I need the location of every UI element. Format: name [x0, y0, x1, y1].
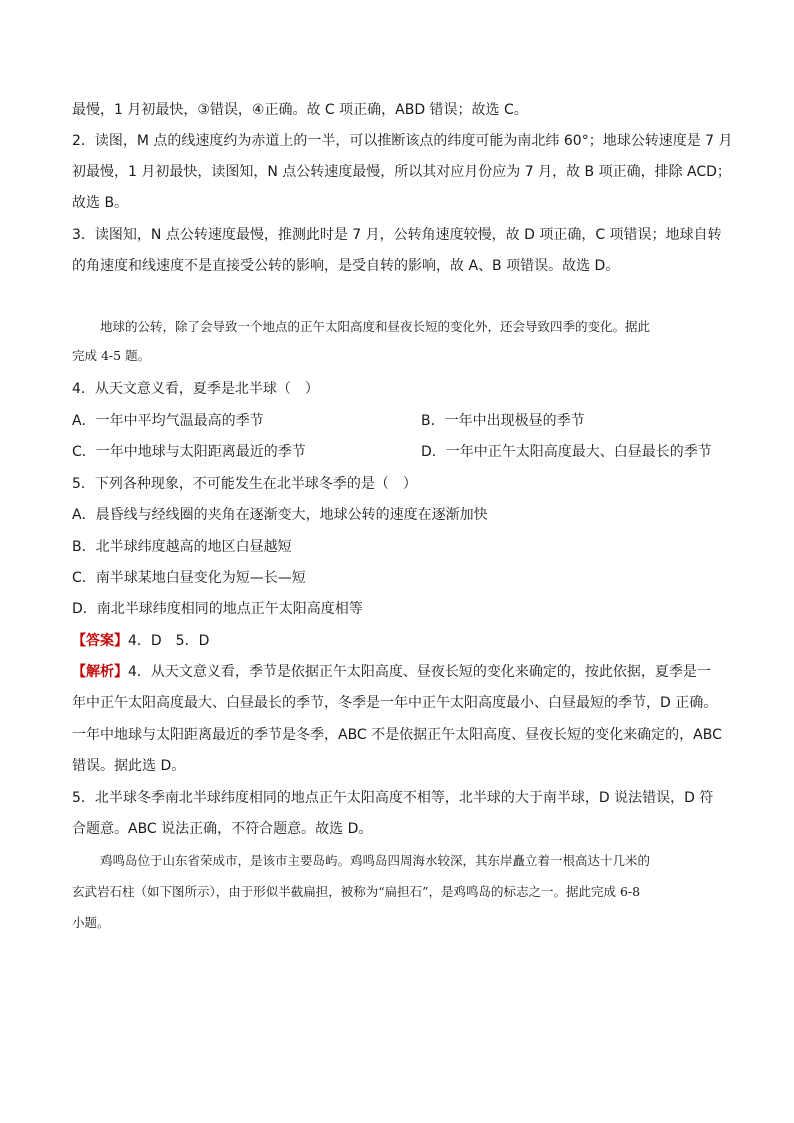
text-line: 最慢，1 月初最快，③错误，④正确。故 C 项正确，ABD 错误；故选 C。: [72, 102, 528, 118]
option-a: A．一年中平均气温最高的季节: [72, 413, 264, 429]
text-line: 故选 B。: [72, 195, 129, 211]
question-5-stem: 5．下列各种现象，不可能发生在北半球冬季的是（ ）: [72, 476, 417, 492]
explanation-line: 一年中地球与太阳距离最近的季节是冬季，ABC 不是依据正午太阳高度、昼夜长短的变化来确定的，ABC: [72, 727, 722, 743]
material-paragraph: 小题。: [72, 915, 110, 930]
option-b: B．北半球纬度越高的地区白昼越短: [72, 539, 292, 555]
explanation-line: 错误。据此选 D。: [72, 758, 186, 774]
text-line: 初最慢，1 月初最快，读图知，N 点公转速度最慢，所以其对应月份应为 7 月，故 B 项正确，排除 ACD；: [72, 164, 731, 180]
explanation-line: [72, 662, 711, 682]
material-paragraph: 地球的公转，除了会导致一个地点的正午太阳高度和昼夜长短的变化外，还会导致四季的变化。据此: [100, 319, 651, 334]
option-a: A．晨昏线与经线圈的夹角在逐渐变大，地球公转的速度在逐渐加快: [72, 507, 488, 523]
answer-tag: 【答案】: [72, 633, 128, 649]
text-line: 3．读图知，N 点公转速度最慢，推测此时是 7 月，公转角速度较慢，故 D 项正确，C 项错误；地球自转: [72, 227, 722, 243]
option-c: C．一年中地球与太阳距离最近的季节: [72, 444, 306, 460]
explanation-line: 合题意。ABC 说法正确，不符合题意。故选 D。: [72, 821, 373, 837]
question-4-options-row: [72, 411, 585, 431]
explanation-tag: 【解析】: [72, 664, 128, 680]
material-paragraph: 完成 4-5 题。: [72, 348, 151, 363]
option-d: D．南北半球纬度相同的地点正午太阳高度相等: [72, 601, 363, 617]
answer-text: 4．D 5．D: [128, 633, 210, 649]
material-paragraph: 玄武岩石柱（如下图所示），由于形似半截扁担，被称为“扁担石”，是鸡鸣岛的标志之一。据此完成 6-8: [72, 884, 641, 899]
answer-line: [72, 631, 209, 651]
text-line: 2．读图，M 点的线速度约为赤道上的一半，可以推断该点的纬度可能为南北纬 60°；地球公转速度是 7 月: [72, 133, 733, 149]
explanation-line: 5．北半球冬季南北半球纬度相同的地点正午太阳高度不相等，北半球的大于南半球，D 说法错误，D 符: [72, 790, 714, 806]
question-4-stem: 4．从天文意义看，夏季是北半球（ ）: [72, 381, 319, 397]
text-line: 的角速度和线速度不是直接受公转的影响，是受自转的影响，故 A、B 项错误。故选 D。: [72, 258, 620, 274]
explanation-text: 4．从天文意义看，季节是依据正午太阳高度、昼夜长短的变化来确定的，按此依据，夏季是一: [128, 664, 711, 680]
option-b: B．一年中出现极昼的季节: [421, 413, 585, 429]
option-d: D．一年中正午太阳高度最大、白昼最长的季节: [421, 444, 712, 460]
explanation-line: 年中正午太阳高度最大、白昼最长的季节，冬季是一年中正午太阳高度最小、白昼最短的季节，D 正确。: [72, 695, 718, 711]
question-4-options-row: [72, 442, 712, 462]
option-c: C．南半球某地白昼变化为短—长—短: [72, 570, 306, 586]
material-paragraph: 鸡鸣岛位于山东省荣成市，是该市主要岛屿。鸡鸣岛四周海水较深，其东岸矗立着一根高达十几米的: [100, 853, 651, 868]
